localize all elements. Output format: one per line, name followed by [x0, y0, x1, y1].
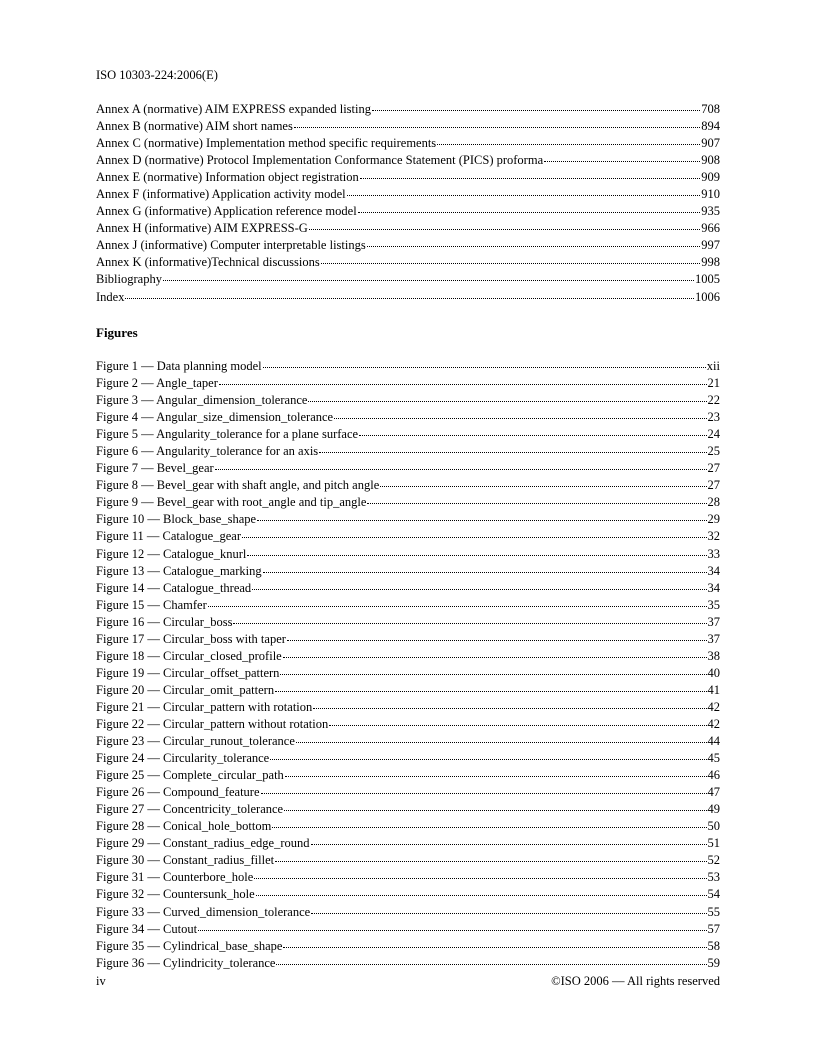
dot-leader: [263, 366, 706, 368]
toc-entry-page: 708: [701, 102, 720, 116]
figure-toc-entry[interactable]: [96, 563, 720, 580]
toc-entry-page: 33: [707, 546, 720, 561]
toc-entry-page: 1005: [695, 272, 720, 287]
dot-leader: [360, 177, 700, 179]
figure-toc-entry[interactable]: [96, 767, 720, 784]
toc-entry-page: 894: [701, 119, 720, 134]
toc-entry-page: 909: [701, 170, 720, 185]
toc-entry-page: 57: [707, 921, 720, 936]
figure-toc-entry[interactable]: [96, 477, 720, 494]
toc-entry-label: Figure 12 — Catalogue_knurl: [96, 546, 247, 561]
toc-entry-label: Figure 30 — Constant_radius_fillet: [96, 853, 275, 868]
annex-toc-entry[interactable]: [96, 118, 720, 135]
toc-entry-label: Annex G (informative) Application reference model: [96, 204, 357, 219]
dot-leader: [198, 929, 706, 931]
toc-entry-page: 998: [701, 255, 720, 270]
dot-leader: [367, 502, 706, 504]
figure-toc-entry[interactable]: [96, 716, 720, 733]
toc-entry-page: 52: [707, 853, 720, 868]
toc-entry-label: Figure 24 — Circularity_tolerance: [96, 751, 270, 766]
annex-toc-entry[interactable]: [96, 220, 720, 237]
toc-entry-label: Figure 19 — Circular_offset_pattern: [96, 665, 280, 680]
figure-toc-entry[interactable]: [96, 818, 720, 835]
dot-leader: [252, 588, 706, 590]
toc-entry-label: Figure 28 — Conical_hole_bottom: [96, 819, 272, 834]
toc-entry-page: 25: [707, 444, 720, 459]
toc-entry-page: 37: [707, 614, 720, 629]
dot-leader: [359, 434, 706, 436]
annex-toc-list: [96, 101, 720, 306]
toc-entry-page: 908: [701, 153, 720, 168]
figure-toc-entry[interactable]: [96, 409, 720, 426]
annex-toc-entry[interactable]: [96, 169, 720, 186]
toc-entry-label: Figure 23 — Circular_runout_tolerance: [96, 734, 295, 749]
toc-entry-label: Figure 14 — Catalogue_thread: [96, 580, 252, 595]
toc-entry-page: 49: [707, 802, 720, 817]
dot-leader: [296, 741, 707, 743]
dot-leader: [334, 417, 706, 419]
figure-toc-entry[interactable]: [96, 614, 720, 631]
annex-toc-entry[interactable]: [96, 186, 720, 203]
dot-leader: [275, 690, 706, 692]
figures-heading: Figures: [96, 325, 138, 340]
toc-entry-label: Annex E (normative) Information object registration: [96, 170, 359, 185]
dot-leader: [329, 724, 706, 726]
figure-toc-entry[interactable]: [96, 426, 720, 443]
figure-toc-entry[interactable]: [96, 375, 720, 392]
toc-entry-page: 50: [707, 819, 720, 834]
dot-leader: [380, 485, 706, 487]
dot-leader: [313, 707, 706, 709]
dot-leader: [270, 758, 706, 760]
dot-leader: [254, 877, 706, 879]
toc-entry-page: xii: [706, 359, 720, 373]
toc-entry-label: Figure 26 — Compound_feature: [96, 785, 260, 800]
figure-toc-entry[interactable]: [96, 699, 720, 716]
toc-entry-page: 22: [707, 393, 720, 408]
figure-toc-entry[interactable]: [96, 921, 720, 938]
toc-entry-label: Figure 4 — Angular_size_dimension_tolerance: [96, 410, 334, 425]
dot-leader: [272, 826, 706, 828]
toc-entry-label: Figure 33 — Curved_dimension_tolerance: [96, 904, 311, 919]
toc-entry-page: 29: [707, 512, 720, 527]
toc-entry-page: 32: [707, 529, 720, 544]
toc-entry-page: 35: [707, 597, 720, 612]
dot-leader: [294, 126, 700, 128]
dot-leader: [283, 946, 706, 948]
toc-entry-page: 21: [707, 376, 720, 391]
toc-entry-page: 28: [707, 495, 720, 510]
document-id: ISO 10303-224:2006(E): [96, 68, 218, 82]
figure-toc-entry[interactable]: [96, 733, 720, 750]
toc-entry-label: Annex A (normative) AIM EXPRESS expanded listing: [96, 102, 371, 116]
dot-leader: [367, 245, 701, 247]
dot-leader: [309, 228, 700, 230]
toc-entry-page: 34: [707, 580, 720, 595]
dot-leader: [308, 400, 706, 402]
toc-entry-page: 40: [707, 665, 720, 680]
toc-entry-label: Figure 17 — Circular_boss with taper: [96, 631, 286, 646]
toc-entry-label: Figure 20 — Circular_omit_pattern: [96, 682, 275, 697]
figure-toc-entry[interactable]: [96, 494, 720, 511]
toc-entry-page: 55: [707, 904, 720, 919]
annex-toc-entry[interactable]: [96, 271, 720, 288]
figure-toc-entry[interactable]: [96, 392, 720, 409]
figure-toc-entry[interactable]: [96, 869, 720, 886]
dot-leader: [311, 843, 707, 845]
figure-toc-entry[interactable]: [96, 597, 720, 614]
dot-leader: [257, 519, 706, 521]
toc-entry-label: Figure 22 — Circular_pattern without rotation: [96, 716, 329, 731]
dot-leader: [321, 262, 701, 264]
figure-toc-entry[interactable]: [96, 511, 720, 528]
toc-entry-page: 41: [707, 682, 720, 697]
annex-toc-entry[interactable]: [96, 101, 720, 118]
toc-entry-page: 45: [707, 751, 720, 766]
annex-toc-entry[interactable]: [96, 289, 720, 306]
dot-leader: [261, 792, 707, 794]
annex-toc-entry[interactable]: [96, 254, 720, 271]
toc-entry-label: Figure 36 — Cylindricity_tolerance: [96, 955, 276, 970]
toc-entry-page: 24: [707, 427, 720, 442]
toc-entry-page: 53: [707, 870, 720, 885]
dot-leader: [437, 143, 700, 145]
toc-entry-label: Figure 5 — Angularity_tolerance for a plane surface: [96, 427, 359, 442]
toc-entry-label: Figure 7 — Bevel_gear: [96, 461, 214, 476]
figure-toc-entry[interactable]: [96, 460, 720, 477]
dot-leader: [285, 775, 707, 777]
dot-leader: [276, 963, 706, 965]
toc-entry-page: 42: [707, 699, 720, 714]
toc-entry-label: Figure 27 — Concentricity_tolerance: [96, 802, 284, 817]
toc-entry-label: Figure 16 — Circular_boss: [96, 614, 233, 629]
figures-toc-list: [96, 358, 720, 972]
toc-entry-page: 47: [707, 785, 720, 800]
figure-toc-entry[interactable]: [96, 631, 720, 648]
footer-copyright: ©ISO 2006 — All rights reserved: [551, 974, 720, 988]
footer-page-number: iv: [96, 974, 106, 988]
toc-entry-page: 51: [707, 836, 720, 851]
toc-entry-label: Figure 32 — Countersunk_hole: [96, 887, 255, 902]
toc-entry-page: 27: [707, 478, 720, 493]
toc-entry-label: Annex K (informative)Technical discussions: [96, 255, 320, 270]
toc-entry-label: Figure 9 — Bevel_gear with root_angle and tip_angle: [96, 495, 367, 510]
toc-entry-page: 38: [707, 648, 720, 663]
toc-entry-label: Figure 3 — Angular_dimension_tolerance: [96, 393, 308, 408]
toc-entry-page: 44: [707, 734, 720, 749]
dot-leader: [358, 211, 701, 213]
figure-toc-entry[interactable]: [96, 784, 720, 801]
dot-leader: [280, 673, 706, 675]
figure-toc-entry[interactable]: [96, 665, 720, 682]
annex-toc-entry[interactable]: [96, 237, 720, 254]
figure-toc-entry[interactable]: [96, 358, 720, 375]
dot-leader: [208, 605, 707, 607]
figure-toc-entry[interactable]: [96, 938, 720, 955]
toc-entry-label: Index: [96, 289, 125, 304]
toc-entry-label: Bibliography: [96, 272, 162, 287]
toc-entry-page: 1006: [695, 289, 720, 304]
toc-entry-label: Annex D (normative) Protocol Implementation Conformance Statement (PICS) proforma: [96, 153, 544, 168]
toc-entry-page: 966: [701, 221, 720, 236]
dot-leader: [219, 383, 707, 385]
toc-entry-page: 935: [701, 204, 720, 219]
dot-leader: [125, 297, 694, 299]
toc-entry-page: 46: [707, 768, 720, 783]
toc-entry-label: Annex J (informative) Computer interpretable listings: [96, 238, 366, 253]
toc-entry-page: 910: [701, 187, 720, 202]
toc-entry-label: Annex H (informative) AIM EXPRESS-G: [96, 221, 308, 236]
figure-toc-entry[interactable]: [96, 835, 720, 852]
figure-toc-entry[interactable]: [96, 443, 720, 460]
toc-entry-label: Annex C (normative) Implementation method specific requirements: [96, 136, 437, 151]
dot-leader: [275, 860, 706, 862]
toc-entry-label: Annex B (normative) AIM short names: [96, 119, 293, 134]
toc-entry-label: Figure 31 — Counterbore_hole: [96, 870, 254, 885]
toc-entry-page: 27: [707, 461, 720, 476]
dot-leader: [287, 639, 707, 641]
figure-toc-entry[interactable]: [96, 528, 720, 545]
toc-entry-label: Figure 18 — Circular_closed_profile: [96, 648, 282, 663]
toc-entry-label: Figure 11 — Catalogue_gear: [96, 529, 241, 544]
toc-entry-label: Figure 34 — Cutout: [96, 921, 198, 936]
toc-entry-label: Figure 2 — Angle_taper: [96, 376, 218, 391]
annex-toc-entry[interactable]: [96, 135, 720, 152]
annex-toc-entry[interactable]: [96, 203, 720, 220]
toc-entry-label: Figure 1 — Data planning model: [96, 359, 262, 373]
toc-entry-label: Figure 6 — Angularity_tolerance for an axis: [96, 444, 319, 459]
dot-leader: [242, 536, 707, 538]
toc-entry-page: 54: [707, 887, 720, 902]
figure-toc-entry[interactable]: [96, 852, 720, 869]
toc-entry-label: Figure 35 — Cylindrical_base_shape: [96, 938, 283, 953]
dot-leader: [247, 554, 706, 556]
figure-toc-entry[interactable]: [96, 801, 720, 818]
figure-toc-entry[interactable]: [96, 955, 720, 972]
toc-entry-page: 997: [701, 238, 720, 253]
dot-leader: [319, 451, 706, 453]
dot-leader: [215, 468, 707, 470]
dot-leader: [263, 571, 707, 573]
toc-entry-page: 23: [707, 410, 720, 425]
dot-leader: [256, 894, 707, 896]
toc-entry-page: 58: [707, 938, 720, 953]
figure-toc-entry[interactable]: [96, 648, 720, 665]
toc-entry-label: Figure 29 — Constant_radius_edge_round: [96, 836, 310, 851]
dot-leader: [284, 809, 706, 811]
figure-toc-entry[interactable]: [96, 904, 720, 921]
annex-toc-entry[interactable]: [96, 152, 720, 169]
dot-leader: [311, 912, 706, 914]
toc-entry-page: 907: [701, 136, 720, 151]
toc-entry-label: Figure 13 — Catalogue_marking: [96, 563, 262, 578]
dot-leader: [233, 622, 706, 624]
toc-entry-label: Figure 10 — Block_base_shape: [96, 512, 257, 527]
toc-entry-page: 59: [707, 955, 720, 970]
toc-entry-page: 37: [707, 631, 720, 646]
toc-entry-label: Figure 8 — Bevel_gear with shaft angle, and pitch angle: [96, 478, 380, 493]
toc-entry-page: 42: [707, 716, 720, 731]
toc-entry-label: Figure 21 — Circular_pattern with rotation: [96, 699, 313, 714]
dot-leader: [347, 194, 701, 196]
dot-leader: [544, 160, 700, 162]
figure-toc-entry[interactable]: [96, 750, 720, 767]
dot-leader: [163, 279, 694, 281]
dot-leader: [283, 656, 707, 658]
dot-leader: [372, 109, 700, 111]
figure-toc-entry[interactable]: [96, 580, 720, 597]
figure-toc-entry[interactable]: [96, 546, 720, 563]
toc-entry-page: 34: [707, 563, 720, 578]
toc-entry-label: Figure 15 — Chamfer: [96, 597, 207, 612]
figure-toc-entry[interactable]: [96, 886, 720, 903]
toc-entry-label: Figure 25 — Complete_circular_path: [96, 768, 284, 783]
toc-entry-label: Annex F (informative) Application activity model: [96, 187, 346, 202]
figure-toc-entry[interactable]: [96, 682, 720, 699]
